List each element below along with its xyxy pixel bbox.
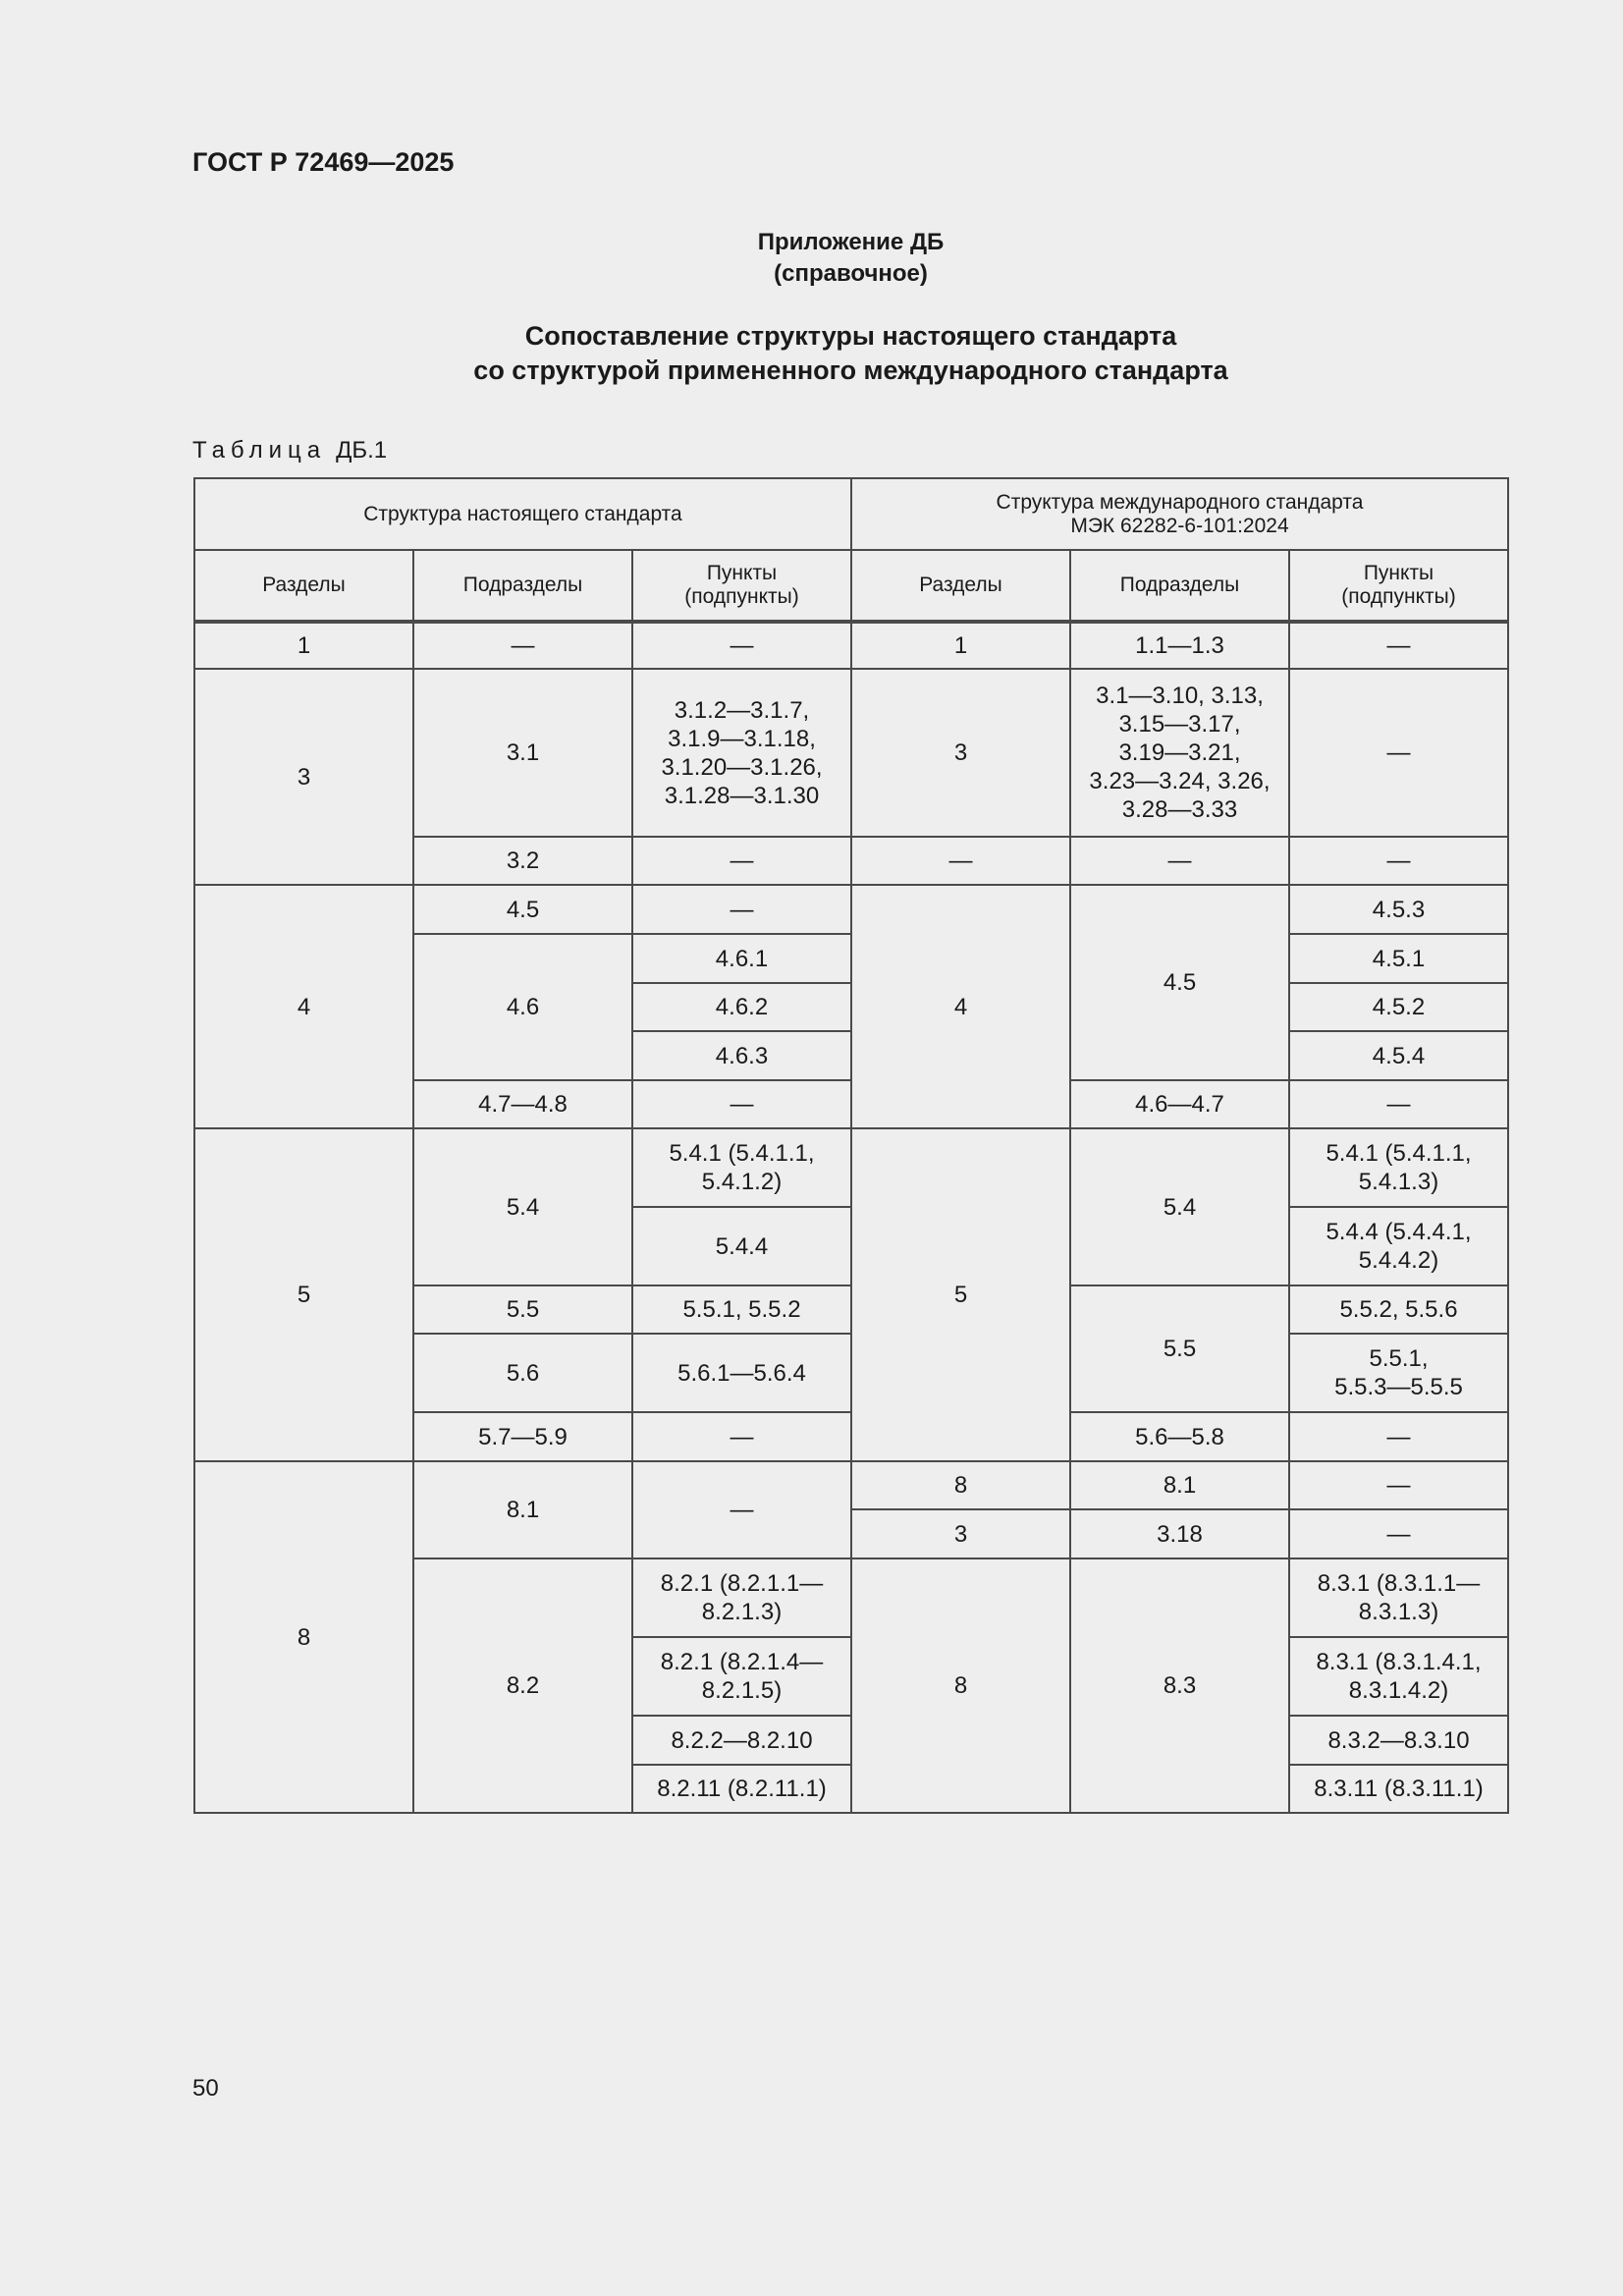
table-cell: 5.6—5.8 xyxy=(1070,1412,1289,1461)
table-cell: — xyxy=(1289,1080,1508,1128)
table-cell: 4.6—4.7 xyxy=(1070,1080,1289,1128)
table-cell: 5.5.2, 5.5.6 xyxy=(1289,1285,1508,1334)
table-cell: 5.5 xyxy=(1070,1285,1289,1412)
section-heading xyxy=(0,319,1623,388)
table-cell: 8.1 xyxy=(413,1461,632,1558)
table-cell: — xyxy=(1289,622,1508,669)
heading-line-2: со структурой примененного международного стандарта xyxy=(473,355,1228,385)
table-cell: — xyxy=(632,837,851,885)
table-group-header-row xyxy=(194,478,1508,550)
table-cell: 1 xyxy=(194,622,413,669)
table-cell: 5.5.1, 5.5.3—5.5.5 xyxy=(1289,1334,1508,1412)
table-cell: 8.1 xyxy=(1070,1461,1289,1509)
group-header-current: Структура настоящего стандарта xyxy=(194,478,851,550)
table-cell: — xyxy=(632,1080,851,1128)
table-cell: 4.6 xyxy=(413,934,632,1080)
table-cell: 3 xyxy=(851,669,1070,837)
table-cell: 5.6.1—5.6.4 xyxy=(632,1334,851,1412)
table-cell: 5.7—5.9 xyxy=(413,1412,632,1461)
table-row xyxy=(194,669,1508,837)
table-cell: 5.5 xyxy=(413,1285,632,1334)
table-cell: 8.2.11 (8.2.11.1) xyxy=(632,1765,851,1813)
table-caption-word: Таблица xyxy=(192,437,327,464)
table-cell: 8.2.2—8.2.10 xyxy=(632,1716,851,1765)
table-cell: 4.6.3 xyxy=(632,1031,851,1080)
table-cell: 8 xyxy=(851,1558,1070,1813)
table-cell: 4.5.1 xyxy=(1289,934,1508,983)
heading-line-1: Сопоставление структуры настоящего стандарта xyxy=(524,321,1177,351)
table-cell: 5.6 xyxy=(413,1334,632,1412)
table-caption-id: ДБ.1 xyxy=(336,437,388,464)
table-cell: 5 xyxy=(851,1128,1070,1461)
table-cell: 4 xyxy=(194,885,413,1128)
table-cell: 8.2.1 (8.2.1.4— 8.2.1.5) xyxy=(632,1637,851,1716)
structure-comparison-table xyxy=(193,477,1509,1814)
table-cell: 3 xyxy=(851,1509,1070,1558)
table-cell: 3.18 xyxy=(1070,1509,1289,1558)
table-cell: 5 xyxy=(194,1128,413,1461)
table-cell: 3.1—3.10, 3.13, 3.15—3.17, 3.19—3.21, 3.23—3.24, 3.26, 3.28—3.33 xyxy=(1070,669,1289,837)
table-cell: 5.4 xyxy=(413,1128,632,1285)
table-cell: 3.1 xyxy=(413,669,632,837)
table-cell: 5.4.4 xyxy=(632,1207,851,1285)
col-header-items: Пункты (подпункты) xyxy=(632,550,851,622)
col-header-subsections-intl: Подразделы xyxy=(1070,550,1289,622)
table-cell: 8.3 xyxy=(1070,1558,1289,1813)
table-cell: 4.5.4 xyxy=(1289,1031,1508,1080)
table-cell: 3 xyxy=(194,669,413,885)
table-cell: — xyxy=(1289,1461,1508,1509)
appendix-heading xyxy=(0,227,1623,290)
col-header-items-intl: Пункты (подпункты) xyxy=(1289,550,1508,622)
table-column-header-row xyxy=(194,550,1508,622)
table-cell: 5.4 xyxy=(1070,1128,1289,1285)
table-cell: 8.2 xyxy=(413,1558,632,1813)
document-code: ГОСТ Р 72469—2025 xyxy=(192,147,455,177)
table-cell: — xyxy=(413,622,632,669)
table-cell: — xyxy=(1289,837,1508,885)
table-cell: 4.5.2 xyxy=(1289,983,1508,1031)
table-row xyxy=(194,1128,1508,1207)
table-cell: — xyxy=(851,837,1070,885)
table-cell: 4.6.2 xyxy=(632,983,851,1031)
table-cell: 4.5.3 xyxy=(1289,885,1508,934)
table-cell: 8.2.1 (8.2.1.1— 8.2.1.3) xyxy=(632,1558,851,1637)
table-cell: 3.1.2—3.1.7, 3.1.9—3.1.18, 3.1.20—3.1.26, 3.1.28—3.1.30 xyxy=(632,669,851,837)
table-cell: — xyxy=(632,885,851,934)
table-cell: 4.6.1 xyxy=(632,934,851,983)
table-cell: 8.3.1 (8.3.1.4.1, 8.3.1.4.2) xyxy=(1289,1637,1508,1716)
table-cell: 8.3.1 (8.3.1.1— 8.3.1.3) xyxy=(1289,1558,1508,1637)
table-cell: — xyxy=(1289,669,1508,837)
table-row xyxy=(194,1461,1508,1509)
table-cell: — xyxy=(632,622,851,669)
appendix-subtitle: (справочное) xyxy=(774,260,928,287)
table-caption xyxy=(192,437,387,465)
table-row xyxy=(194,622,1508,669)
table-cell: — xyxy=(1289,1509,1508,1558)
table-cell: — xyxy=(1289,1412,1508,1461)
table-cell: — xyxy=(1070,837,1289,885)
table-cell: 8.3.11 (8.3.11.1) xyxy=(1289,1765,1508,1813)
table-cell: 8 xyxy=(194,1461,413,1813)
table-row xyxy=(194,885,1508,934)
appendix-title: Приложение ДБ xyxy=(757,229,945,255)
col-header-sections-intl: Разделы xyxy=(851,550,1070,622)
table-cell: 8.3.2—8.3.10 xyxy=(1289,1716,1508,1765)
table-cell: 4.5 xyxy=(1070,885,1289,1080)
table-cell: 1.1—1.3 xyxy=(1070,622,1289,669)
table-cell: 8 xyxy=(851,1461,1070,1509)
table-cell: — xyxy=(632,1412,851,1461)
table-cell: 3.2 xyxy=(413,837,632,885)
table-cell: 5.4.4 (5.4.4.1, 5.4.4.2) xyxy=(1289,1207,1508,1285)
table-cell: 4.5 xyxy=(413,885,632,934)
table-cell: 5.4.1 (5.4.1.1, 5.4.1.3) xyxy=(1289,1128,1508,1207)
table-cell: — xyxy=(632,1461,851,1558)
table-cell: 5.5.1, 5.5.2 xyxy=(632,1285,851,1334)
table-cell: 1 xyxy=(851,622,1070,669)
table-cell: 4 xyxy=(851,885,1070,1128)
page-number: 50 xyxy=(192,2075,219,2102)
col-header-subsections: Подразделы xyxy=(413,550,632,622)
table-cell: 5.4.1 (5.4.1.1, 5.4.1.2) xyxy=(632,1128,851,1207)
col-header-sections: Разделы xyxy=(194,550,413,622)
table-cell: 4.7—4.8 xyxy=(413,1080,632,1128)
group-header-intl: Структура международного стандарта МЭК 62282-6-101:2024 xyxy=(851,478,1508,550)
